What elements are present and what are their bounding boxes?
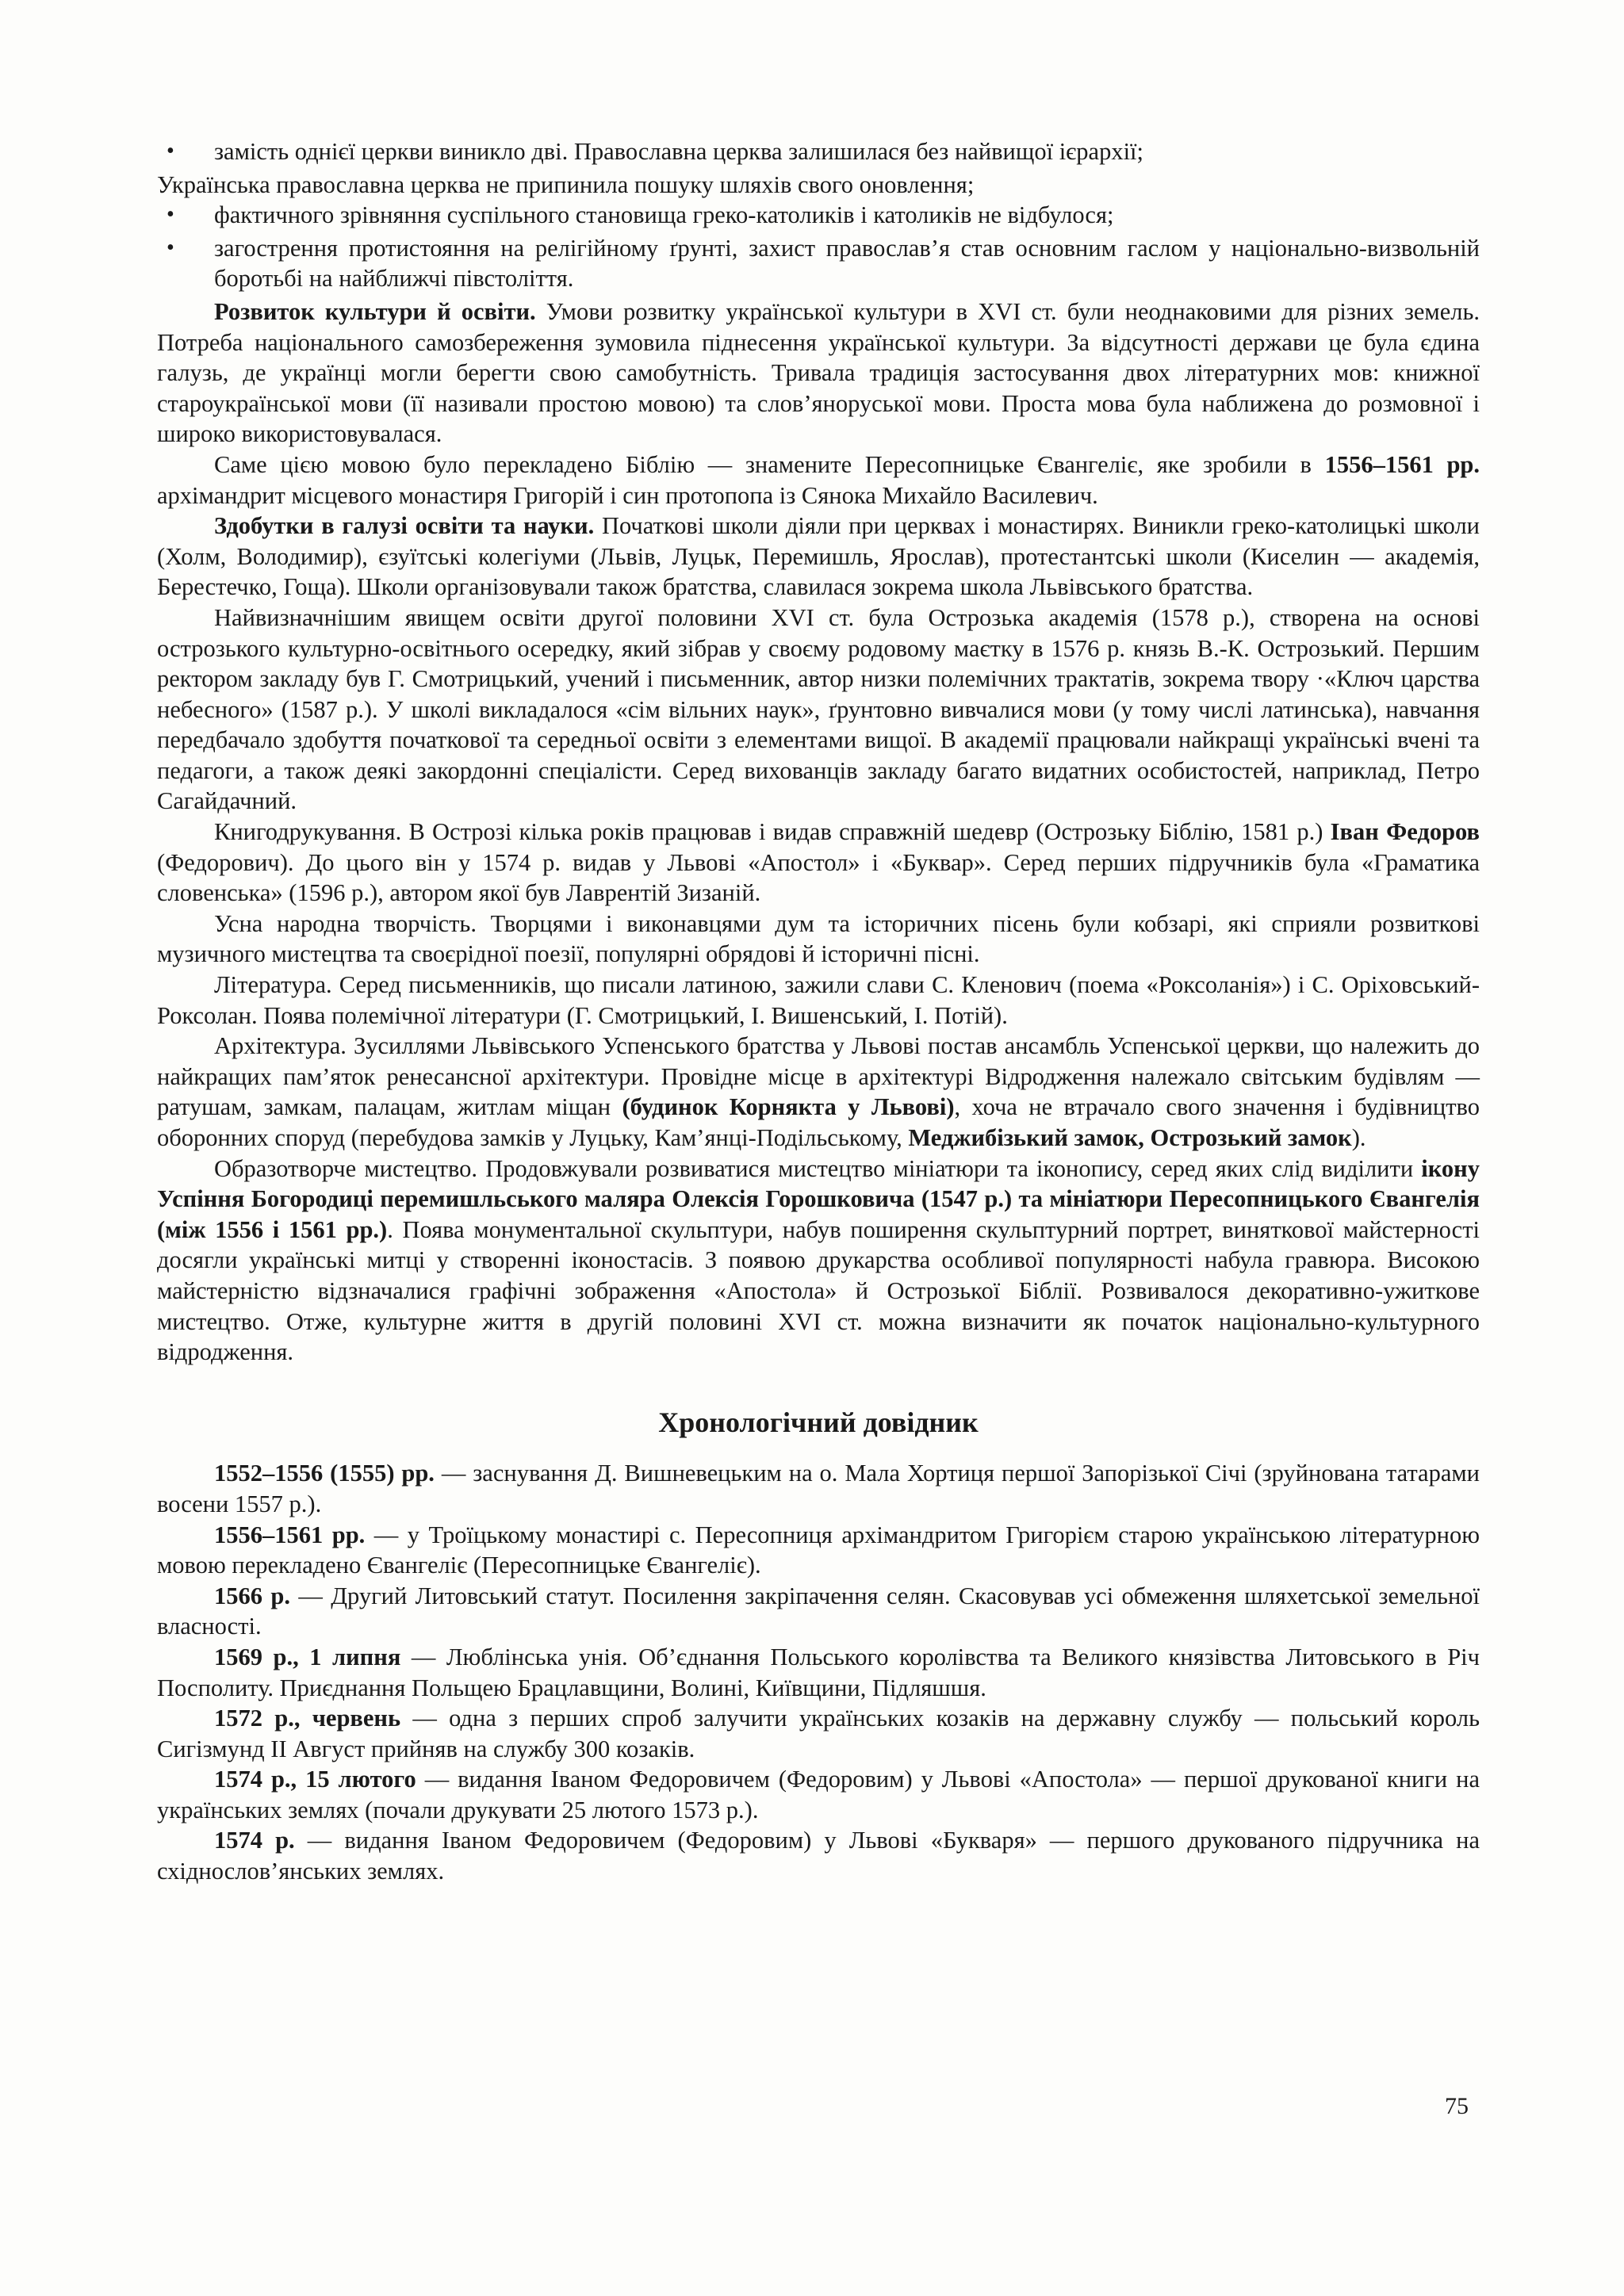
paragraph-culture: Розвиток культури й освіти. Умови розвитку української культури в XVI ст. були неоднаковими для різних земель. Потреба національного самозбереження зумовила піднесення української культури. За відсутності держави це була єдина галузь, де українці могли берегти свою самобутність. Тривала традиція застосування двох літературних мов: книжної староукраїнської мови (її називали простою мовою) та слов’яноруської мови. Проста мова була наближена до розмовної і широко використовувалася.: [157, 297, 1480, 448]
chronology-entry: 1574 р. — видання Іваном Федоровичем (Федоровим) у Львові «Букваря» — першого друкованого підручника на східнослов’янських землях.: [157, 1827, 1480, 1885]
paragraph-printing: Книгодрукування. В Острозі кілька років працював і видав справжній шедевр (Острозьку Біблію, 1581 р.) Іван Федоров (Федорович). До цього він у 1574 р. видав у Львові «Апостол» і «Буквар». Серед перших підручників була «Граматика словенська» (1596 р.), автором якої був Лаврентій Зизаній.: [157, 818, 1480, 907]
chronology-entry: 1574 р., 15 лютого — видання Іваном Федоровичем (Федоровим) у Львові «Апостола» — першої друкованої книги на українських землях (почали друкувати 25 лютого 1573 р.).: [157, 1766, 1480, 1823]
list-item: • замість однієї церкви виникло дві. Православна церква залишилася без найвищої ієрархії;: [157, 136, 1480, 167]
consequences-list-bottom: [157, 200, 1480, 294]
page-content: [157, 136, 1480, 1887]
chronology-list: [157, 1458, 1480, 1886]
section-title-culture: Розвиток культури й освіти.: [214, 297, 536, 325]
paragraph-visual-art: Образотворче мистецтво. Продовжували розвиватися мистецтво мініатюри та іконопису, серед яких слід виділити ікону Успіння Богородиці перемишльського маляра Олексія Горошковича (1547 р.) та мініатюри Пересопницького Євангелія (між 1556 і 1561 рр.). Поява монументальної скульптури, набув поширення скульптурний портрет, виняткової майстерності досягли українські митці у створенні іконостасів. З появою друкарства особливої популярності набула гравюра. Високою майстерністю відзначалися графічні зображення «Апостола» й Острозької Біблії. Розвивалося декоративно-ужиткове мистецтво. Отже, культурне життя в другій половині XVI ст. можна визначити як початок національно-культурного відродження.: [157, 1154, 1480, 1366]
paragraph-education: Здобутки в галузі освіти та науки. Початкові школи діяли при церквах і монастирях. Виникли греко-католицькі школи (Холм, Володимир), єзуїтські колегіуми (Львів, Луцьк, Перемишль, Ярослав), протестантські школи (Киселин — академія, Берестечко, Гоща). Школи організовували також братства, славилася зокрема школа Львівського братства.: [157, 512, 1480, 601]
paragraph-bible: Саме цією мовою було перекладено Біблію — знамените Пересопницьке Євангеліє, яке зробили в 1556–1561 рр. архімандрит місцевого монастиря Григорій і син протопопа із Сянока Михайло Василевич.: [157, 450, 1480, 509]
chronology-entry: 1566 р. — Другий Литовський статут. Посилення закріпачення селян. Скасовував усі обмеження шляхетської земельної власності.: [157, 1582, 1480, 1640]
chronology-heading: Хронологічний довідник: [658, 1406, 979, 1438]
consequences-list-top: [157, 136, 1480, 167]
chronology-entry: 1556–1561 рр. — у Троїцькому монастирі с. Пересопниця архімандритом Григорієм старою українською літературною мовою перекладено Євангеліє (Пересопницьке Євангеліє).: [157, 1521, 1480, 1579]
page-number: 75: [1445, 2093, 1469, 2119]
chronology-entry: 1569 р., 1 липня — Люблінська унія. Об’єднання Польського королівства та Великого князівства Литовського в Річ Посполиту. Приєднання Польщею Брацлавщини, Волині, Київщини, Підляшшя.: [157, 1643, 1480, 1701]
paragraph-folk-art: Усна народна творчість. Творцями і виконавцями дум та історичних пісень були кобзарі, які сприяли розвиткові музичного мистецтва та своєрідної поезії, популярні обрядові й історичні пісні.: [157, 909, 1480, 968]
paragraph-ostroh-academy: Найвизначнішим явищем освіти другої половини XVI ст. була Острозька академія (1578 р.), створена на основі острозького культурно-освітнього осередку, який зібрав у своєму родовому маєтку в 1576 р. князь В.-К. Острозький. Першим ректором закладу був Г. Смотрицький, учений і письменник, автор низки полемічних трактатів, зокрема твору ·«Ключ царства небесного» (1587 р.). У школі викладалося «сім вільних наук», ґрунтовно вивчалися мови (у тому числі латинська), навчання передбачало здобуття початкової та середньої освіти з елементами вищої. В академії працювали найкращі українські вчені та педагоги, а також деякі закордонні спеціалісти. Серед вихованців закладу багато видатних особистостей, наприклад, Петро Сагайдачний.: [157, 603, 1480, 815]
list-item: • фактичного зрівняння суспільного становища греко-католиків і католиків не відбулося;: [157, 200, 1480, 231]
paragraph-architecture: Архітектура. Зусиллями Львівського Успенського братства у Львові постав ансамбль Успенської церкви, що належить до найкращих пам’яток ренесансної архітектури. Провідне місце в архітектурі Відродження належало світським будівлям — ратушам, замкам, палацам, житлам міщан (будинок Корнякта у Львові), хоча не втрачало свого значення і будівництво оборонних споруд (перебудова замків у Луцьку, Кам’янці-Подільському, Меджибізький замок, Острозький замок).: [157, 1032, 1480, 1151]
section-title-education: Здобутки в галузі освіти та науки.: [214, 512, 595, 540]
chronology-entry: 1572 р., червень — одна з перших спроб залучити українських козаків на державну службу — польський король Сигізмунд II Август прийняв на службу 300 козаків.: [157, 1705, 1480, 1762]
chronology-entry: 1552–1556 (1555) рр. — заснування Д. Вишневецьким на о. Мала Хортиця першої Запорізької Січі (зруйнована татарами восени 1557 р.).: [157, 1460, 1480, 1517]
list-item: • загострення протистояння на релігійному ґрунті, захист православ’я став основним гаслом у національно-визвольній боротьбі на найближчі півстоліття.: [157, 233, 1480, 294]
paragraph-literature: Література. Серед письменників, що писали латиною, зажили слави С. Кленович (поема «Роксоланія») і С. Оріховський-Роксолан. Поява полемічної літератури (Г. Смотрицький, І. Вишенський, І. Потій).: [157, 971, 1480, 1029]
orphan-line: Українська православна церква не припинила пошуку шляхів свого оновлення;: [157, 170, 975, 198]
